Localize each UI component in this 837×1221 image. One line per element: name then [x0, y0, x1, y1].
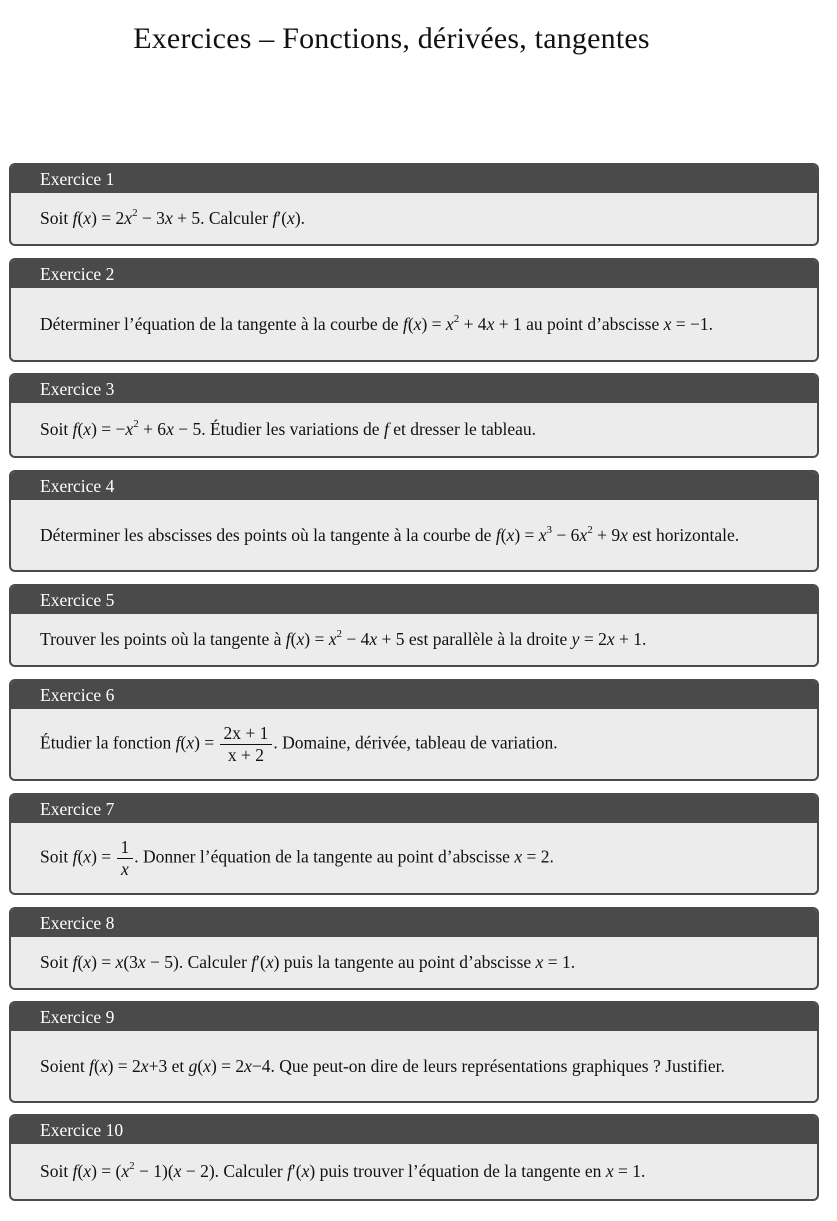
exercise-statement	[11, 1031, 817, 1101]
exercise-statement	[11, 403, 817, 456]
statement-text: Soit $f(x) = 2x^2 - 3x + 5$. Calculer f′(x).	[40, 207, 306, 228]
exercise-box-9	[9, 1001, 819, 1103]
exercise-statement	[11, 823, 817, 893]
statement-text: Trouver les points où la tangente à $f(x) = x^2 - 4x + 5$ est parallèle à la droite y = 2x + 1.	[40, 628, 647, 649]
exercise-title: Exercice 7	[11, 795, 817, 823]
statement-text: Déterminer les abscisses des points où la tangente à la courbe de $f(x) = x^3 - 6x^2 + 9x$ est horizontale.	[40, 523, 740, 545]
exercise-title: Exercice 10	[11, 1116, 817, 1144]
statement-text: Soit $f(x) = (x^2 - 1)(x - 2)$. Calculer f′(x) puis trouver l’équation de la tangente en x = 1.	[40, 1160, 646, 1181]
exercise-box-8	[9, 907, 819, 990]
exercise-title: Exercice 3	[11, 375, 817, 403]
exercise-statement	[11, 709, 817, 779]
exercise-title: Exercice 5	[11, 586, 817, 614]
exercise-title: Exercice 8	[11, 909, 817, 937]
statement-text: Déterminer l’équation de la tangente à la courbe de $f(x) = x^2 + 4x + 1$ au point d’abscisse x = −1.	[40, 312, 714, 334]
statement-text: Soit $f(x) = -x^2 + 6x - 5$. Étudier les variations de f et dresser le tableau.	[40, 418, 537, 439]
exercise-statement	[11, 1144, 817, 1199]
exercise-box-3	[9, 373, 819, 458]
exercise-box-10	[9, 1114, 819, 1201]
fraction: $\frac{1}{x}$	[117, 837, 134, 880]
exercise-box-2	[9, 258, 819, 362]
exercise-title: Exercice 1	[11, 165, 817, 193]
exercise-title: Exercice 9	[11, 1003, 817, 1031]
exercise-box-1	[9, 163, 819, 246]
exercise-box-4	[9, 470, 819, 572]
statement-text: Soit f(x) = $\frac{1}{x}$ . Donner l’équation de la tangente au point d’abscisse x = 2.	[40, 836, 554, 879]
exercise-box-7	[9, 793, 819, 895]
page-title: Exercices – Fonctions, dérivées, tangentes	[133, 22, 650, 55]
statement-text: Soient f(x) = 2x+3 et g(x) = 2x−4. Que peut-on dire de leurs représentations graphiques ? Justifier.	[40, 1055, 725, 1076]
exercise-statement	[11, 500, 817, 570]
exercise-title: Exercice 4	[11, 472, 817, 500]
exercise-statement	[11, 193, 817, 244]
exercise-box-6	[9, 679, 819, 781]
statement-text: Étudier la fonction f(x) = $\frac{2x + 1}{x + 2}$ . Domaine, dérivée, tableau de variation.	[40, 722, 558, 765]
statement-text: Soit f(x) = x(3x − 5). Calculer f′(x) puis la tangente au point d’abscisse x = 1.	[40, 952, 576, 972]
fraction: $\frac{2x + 1}{x + 2}$	[220, 723, 273, 766]
exercise-statement	[11, 937, 817, 988]
exercise-statement	[11, 614, 817, 665]
exercise-box-5	[9, 584, 819, 667]
exercise-title: Exercice 6	[11, 681, 817, 709]
exercise-title: Exercice 2	[11, 260, 817, 288]
exercise-statement	[11, 288, 817, 360]
